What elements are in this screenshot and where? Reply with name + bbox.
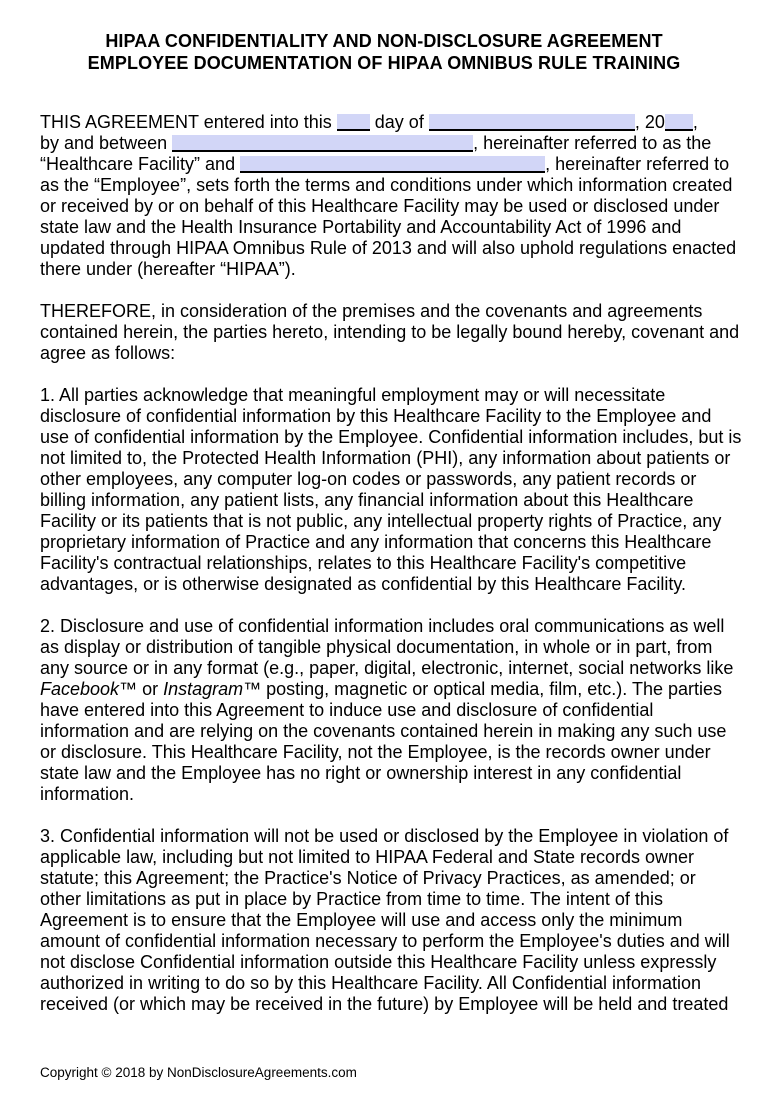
document-title [40, 30, 728, 74]
text-line [40, 196, 768, 217]
text-line [40, 490, 768, 511]
text-line [40, 658, 768, 679]
facility-name-field[interactable] [172, 135, 473, 152]
text-line [40, 385, 768, 406]
text-segment: state law and the Health Insurance Portability and Accountability Act of 1996 and [40, 217, 682, 237]
clause-2 [40, 616, 768, 805]
text-segment: not disclose Confidential information outside this Healthcare Facility unless expressly [40, 952, 717, 972]
text-segment: day of [369, 112, 429, 132]
text-segment: updated through HIPAA Omnibus Rule of 2013 and will also uphold regulations enacted [40, 238, 737, 258]
day-of-month-field[interactable] [337, 114, 370, 131]
text-segment: , hereinafter referred to as the [473, 133, 712, 153]
text-segment: Facility's contractual relationships, relates to this Healthcare Facility's competitive [40, 553, 687, 573]
text-line [40, 742, 768, 763]
text-line [40, 616, 768, 637]
text-segment: there under (hereafter “HIPAA”). [40, 259, 296, 279]
text-segment: 2. Disclosure and use of confidential information includes oral communications as well [40, 616, 725, 636]
text-segment: Agreement is to ensure that the Employee will use and access only the minimum [40, 910, 683, 930]
text-line [40, 343, 768, 364]
text-segment: received (or which may be received in the future) by Employee will be held and treated [40, 994, 729, 1014]
text-segment: Facility or its patients that is not public, any intellectual property rights of Practice, any [40, 511, 722, 531]
employee-name-field[interactable] [240, 156, 545, 173]
text-line [40, 469, 768, 490]
text-line [40, 427, 768, 448]
text-line [40, 238, 768, 259]
text-segment: have entered into this Agreement to induce use and disclosure of confidential [40, 700, 654, 720]
text-line [40, 133, 768, 154]
text-segment: information. [40, 784, 135, 804]
text-segment: agree as follows: [40, 343, 176, 363]
paragraph-intro [40, 112, 768, 280]
text-line [40, 700, 768, 721]
text-segment: billing information, any patient lists, any financial information about this Healthcare [40, 490, 694, 510]
text-line [40, 511, 768, 532]
text-line [40, 931, 768, 952]
text-line [40, 322, 768, 343]
clause-3 [40, 826, 768, 1015]
text-line [40, 112, 768, 133]
text-segment: “Healthcare Facility” and [40, 154, 241, 174]
text-line [40, 868, 768, 889]
text-line [40, 910, 768, 931]
text-line [40, 994, 768, 1015]
text-segment: amount of confidential information necessary to perform the Employee's duties and will [40, 931, 730, 951]
text-segment: or received by or on behalf of this Healthcare Facility may be used or disclosed under [40, 196, 720, 216]
text-line [40, 784, 768, 805]
text-line [40, 679, 768, 700]
text-segment: statute; this Agreement; the Practice's Notice of Privacy Practices, as amended; or [40, 868, 696, 888]
text-line [40, 217, 768, 238]
text-line [40, 553, 768, 574]
title-line-2: EMPLOYEE DOCUMENTATION OF HIPAA OMNIBUS RULE TRAINING [87, 53, 681, 73]
paragraph-therefore [40, 301, 768, 364]
text-line [40, 637, 768, 658]
month-field[interactable] [429, 114, 635, 131]
text-line [40, 973, 768, 994]
text-line [40, 847, 768, 868]
text-segment: or [137, 679, 164, 699]
text-segment: as the “Employee”, sets forth the terms and conditions under which information created [40, 175, 733, 195]
text-segment: information and are relying on the covenants contained herein in making any such use [40, 721, 727, 741]
copyright-footer: Copyright © 2018 by NonDisclosureAgreements.com [40, 1065, 357, 1080]
text-line [40, 721, 768, 742]
text-line [40, 889, 768, 910]
text-segment: not limited to, the Protected Health Information (PHI), any information about patients or [40, 448, 731, 468]
text-segment: contained herein, the parties hereto, intending to be legally bound hereby, covenant and [40, 322, 740, 342]
text-segment: other limitations as put in place by Practice from time to time. The intent of this [40, 889, 663, 909]
text-segment: Instagram™ [163, 679, 262, 699]
text-segment: state law and the Employee has no right or ownership interest in any confidential [40, 763, 682, 783]
text-segment: Facebook™ [40, 679, 138, 699]
text-segment: 3. Confidential information will not be used or disclosed by the Employee in violation of [40, 826, 729, 846]
clause-1 [40, 385, 768, 595]
text-segment: advantages, or is otherwise designated as confidential by this Healthcare Facility. [40, 574, 687, 594]
text-segment: use of confidential information by the Employee. Confidential information includes, but is [40, 427, 742, 447]
text-segment: by and between [40, 133, 173, 153]
text-segment: proprietary information of Practice and any information that concerns this Healthcare [40, 532, 712, 552]
text-segment: THEREFORE, in consideration of the premises and the covenants and agreements [40, 301, 703, 321]
text-segment: applicable law, including but not limited to HIPAA Federal and State records owner [40, 847, 695, 867]
title-line-1: HIPAA CONFIDENTIALITY AND NON-DISCLOSURE AGREEMENT [105, 31, 663, 51]
text-segment: or disclosure. This Healthcare Facility, not the Employee, is the records owner under [40, 742, 711, 762]
text-line [40, 952, 768, 973]
text-segment: any source or in any format (e.g., paper, digital, electronic, internet, social networks like [40, 658, 734, 678]
text-segment: disclosure of confidential information by this Healthcare Facility to the Employee and [40, 406, 712, 426]
text-segment: as display or distribution of tangible physical documentation, in whole or in part, from [40, 637, 713, 657]
text-segment: , 20 [634, 112, 665, 132]
text-segment: 1. All parties acknowledge that meaningful employment may or will necessitate [40, 385, 666, 405]
text-segment: , [692, 112, 698, 132]
text-line [40, 826, 768, 847]
text-line [40, 154, 768, 175]
text-segment: , hereinafter referred to [545, 154, 730, 174]
text-line [40, 532, 768, 553]
text-line [40, 406, 768, 427]
text-segment: posting, magnetic or optical media, film, etc.). The parties [261, 679, 722, 699]
text-line [40, 175, 768, 196]
text-line [40, 301, 768, 322]
text-line [40, 574, 768, 595]
text-segment: THIS AGREEMENT entered into this [40, 112, 337, 132]
text-line [40, 763, 768, 784]
text-line [40, 259, 768, 280]
text-segment: other employees, any computer log-on codes or passwords, any patient records or [40, 469, 697, 489]
year-field[interactable] [665, 114, 693, 131]
text-segment: authorized in writing to do so by this Healthcare Facility. All Confidential information [40, 973, 701, 993]
text-line [40, 448, 768, 469]
